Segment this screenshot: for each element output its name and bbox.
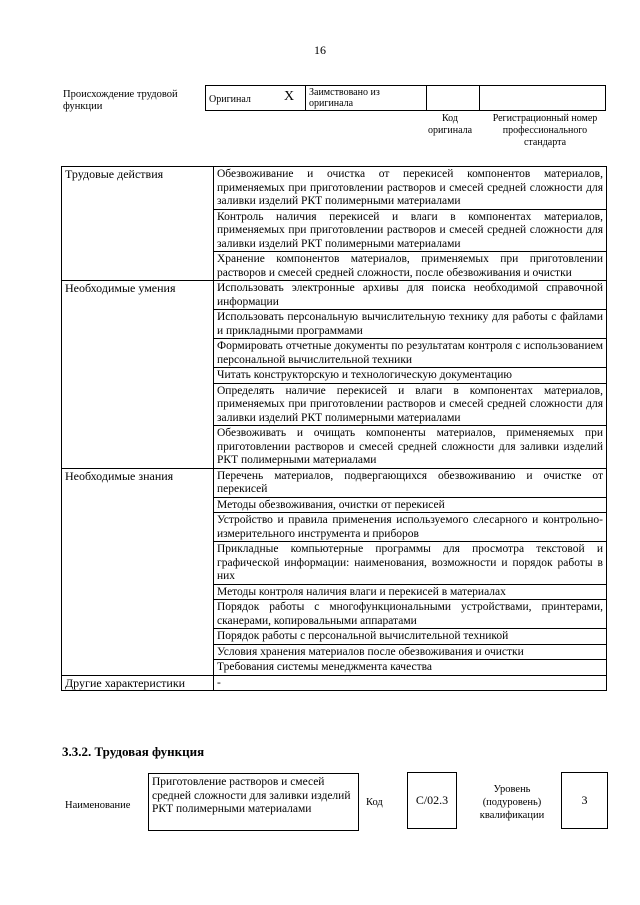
skill-item: Формировать отчетные документы по результатам контроля с использованием персональной вычислительной техники — [214, 339, 607, 368]
knowledge-item: Методы обезвоживания, очистки от перекисей — [214, 497, 607, 513]
level-label: Уровень (подуровень) квалификации — [479, 784, 545, 821]
original-cell — [206, 86, 306, 110]
function-name: Приготовление растворов и смесей средней сложности для заливки изделий РКТ полимерными материалами — [148, 773, 359, 831]
knowledge-item: Устройство и правила применения используемого слесарного и контрольно-измерительного инструмента и приборов — [214, 513, 607, 542]
knowledge-item: Условия хранения материалов после обезвоживания и очистки — [214, 644, 607, 660]
knowledge-item: Методы контроля наличия влаги и перекисей в материалах — [214, 584, 607, 600]
action-item: Обезвоживание и очистка от перекисей компонентов материалов, применяемых при приготовлении растворов и смесей средней сложности для заливки изделий РКТ полимерными материалами — [214, 167, 607, 210]
table-row — [62, 167, 607, 210]
page-number: 16 — [314, 43, 326, 57]
skill-item: Определять наличие перекисей и влаги в компонентах материалов, применяемых при приготовлении растворов и смесей средней сложности для заливки изделий РКТ полимерными материалами — [214, 383, 607, 426]
origin-label: Происхождение трудовой функции — [63, 89, 178, 112]
original-label: Оригинал — [209, 94, 251, 105]
knowledge-item: Требования системы менеджмента качества — [214, 660, 607, 676]
section-heading: 3.3.2. Трудовая функция — [62, 744, 205, 759]
original-mark: X — [284, 89, 295, 104]
function-table — [61, 166, 607, 691]
table-row — [62, 675, 607, 691]
other-label: Другие характеристики — [62, 675, 214, 691]
knowledge-item: Порядок работы с многофункциональными устройствами, принтерами, сканерами, копировальными аппаратами — [214, 600, 607, 629]
borrowed-cell: Заимствовано из оригинала — [306, 86, 427, 110]
action-item: Хранение компонентов материалов, применяемых при приготовлении растворов и смесей средней сложности, после обезвоживания и очистки — [214, 252, 607, 281]
knowledge-item: Прикладные компьютерные программы для просмотра текстовой и графической информации: наименования, возможности и порядок работы в них — [214, 542, 607, 585]
action-item: Контроль наличия перекисей и влаги в компонентах материалов, применяемых при приготовлении растворов и смесей средней сложности для заливки изделий РКТ полимерными материалами — [214, 209, 607, 252]
reg-number-cell — [480, 86, 605, 110]
code-caption: Код оригинала — [427, 113, 473, 136]
qualification-level: 3 — [561, 772, 608, 829]
skill-item: Использовать персональную вычислительную технику для работы с файлами и прикладными программами — [214, 310, 607, 339]
reg-caption: Регистрационный номер профессионального стандарта — [492, 113, 598, 148]
knowledge-item: Перечень материалов, подвергающихся обезвоживанию и очистке от перекисей — [214, 468, 607, 497]
actions-label: Трудовые действия — [62, 167, 214, 281]
function-code: C/02.3 — [407, 772, 457, 829]
original-code-cell — [427, 86, 480, 110]
code-label: Код — [366, 797, 383, 808]
skill-item: Читать конструкторскую и технологическую документацию — [214, 368, 607, 384]
name-label: Наименование — [65, 800, 131, 811]
skill-item: Использовать электронные архивы для поиска необходимой справочной информации — [214, 281, 607, 310]
origin-box — [205, 85, 606, 111]
skill-item: Обезвоживать и очищать компоненты материалов, применяемых при приготовлении растворов и смесей средней сложности для заливки изделий РКТ полимерными материалами — [214, 426, 607, 469]
knowledge-label: Необходимые знания — [62, 468, 214, 675]
table-row — [62, 281, 607, 310]
other-value: - — [214, 675, 607, 691]
knowledge-item: Порядок работы с персональной вычислительной техникой — [214, 629, 607, 645]
table-row — [62, 468, 607, 497]
skills-label: Необходимые умения — [62, 281, 214, 469]
